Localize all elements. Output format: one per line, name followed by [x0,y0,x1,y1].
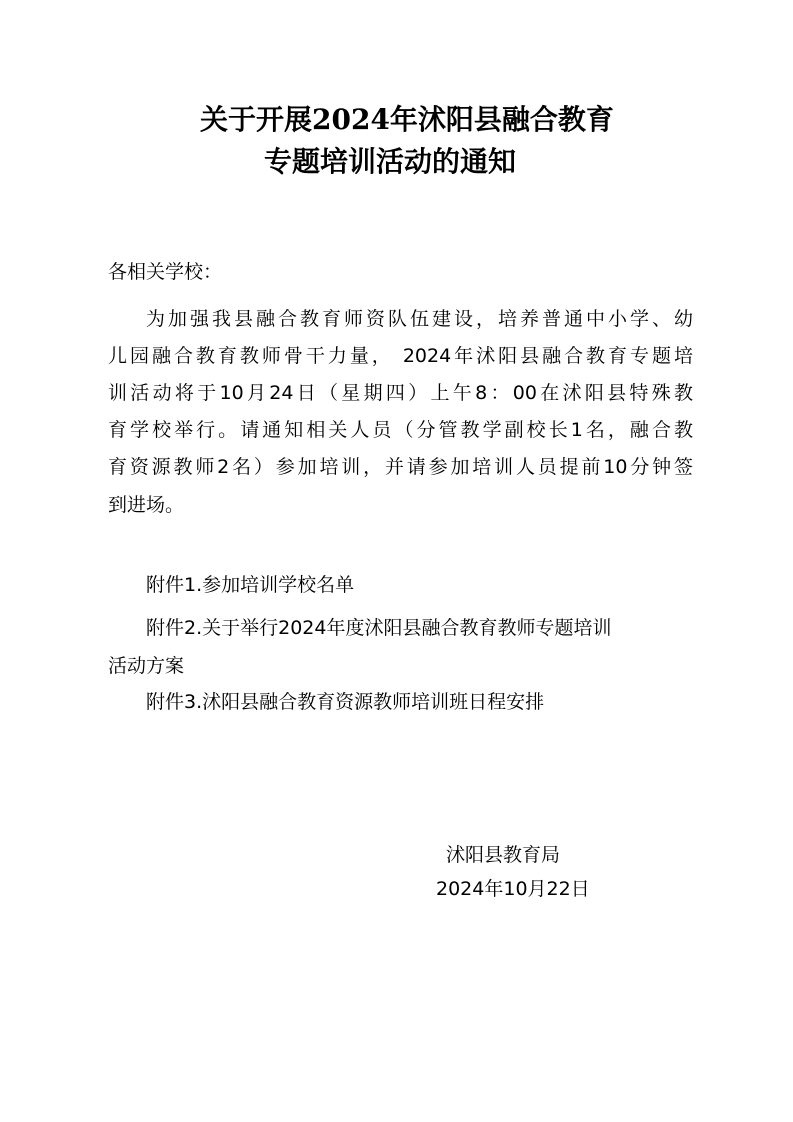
notice-title-line-1: 关于开展2024年沭阳县融合教育 [200,103,614,136]
body-line-5: 育资源教师2名）参加培训，并请参加培训人员提前10分钟签 [108,456,693,478]
body-line-6: 到进场。 [108,494,185,516]
attachment-1: 附件1.参加培训学校名单 [146,574,355,596]
attachment-2-line-2: 活动方案 [108,655,185,677]
attachment-3: 附件3.沭阳县融合教育资源教师培训班日程安排 [146,691,545,713]
attachment-2-line-1: 附件2.关于举行2024年度沭阳县融合教育教师专题培训 [146,617,612,639]
body-line-3: 训活动将于10月24日（星期四）上午8：00在沭阳县特殊教 [108,382,693,404]
body-line-2: 儿园融合教育教师骨干力量， 2024年沭阳县融合教育专题培 [108,345,693,367]
body-line-1: 为加强我县融合教育师资队伍建设，培养普通中小学、幼 [146,308,693,330]
signature-date: 2024年10月22日 [436,878,590,900]
body-line-4: 育学校举行。请通知相关人员（分管教学副校长1名，融合教 [108,419,693,441]
signature-organization: 沭阳县教育局 [446,844,561,866]
salutation: 各相关学校： [108,261,223,283]
notice-title-line-2: 专题培训活动的通知 [264,145,517,178]
